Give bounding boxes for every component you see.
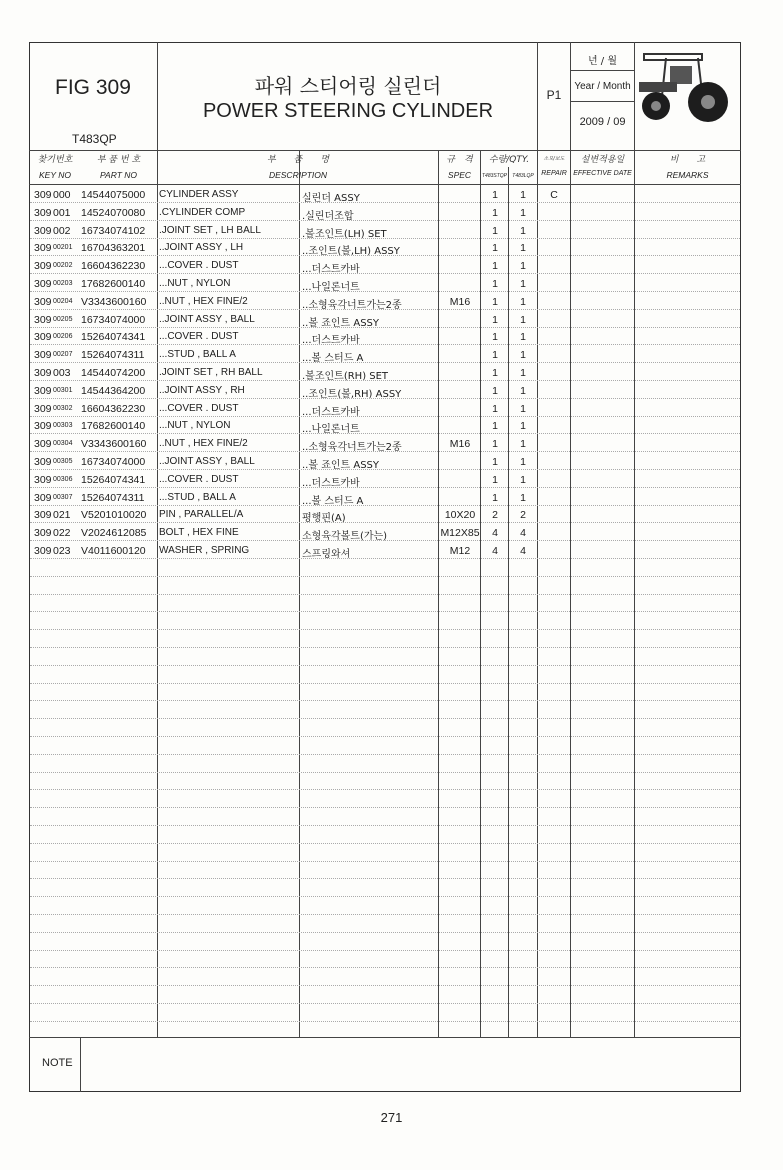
description-cell: ...COVER . DUST: [159, 473, 239, 485]
sub-no-cell: 00203: [53, 280, 73, 287]
qty-header: 수량/QTY.: [488, 155, 530, 165]
row-rule: [30, 558, 740, 559]
description-cell: ..JOINT ASSY , BALL: [159, 313, 255, 325]
remarks-header-korean: 비 고: [669, 155, 706, 165]
row-rule: [30, 683, 740, 684]
key-no-cell: 309: [34, 206, 52, 219]
qty-model1-cell: 1: [492, 384, 498, 397]
description-cell: ...NUT , NYLON: [159, 278, 231, 289]
qty-model2-cell: 1: [520, 456, 526, 468]
qty-model1-cell: 4: [492, 545, 498, 557]
repair-header: REPAIR: [541, 170, 567, 177]
description-korean-cell: .볼조인트(RH) SET: [302, 371, 389, 382]
description-korean-cell: .볼조인트(LH) SET: [302, 228, 387, 240]
description-korean-cell: 평행핀(A): [302, 513, 346, 525]
sub-no-cell: 00303: [53, 422, 73, 430]
description-cell: ..JOINT ASSY , RH: [159, 384, 245, 396]
part-no-cell: 17682600140: [81, 278, 146, 290]
qty-model1-cell: 1: [492, 402, 498, 415]
sub-no-cell: 00307: [53, 493, 73, 501]
qty-model2-cell: 1: [520, 473, 526, 486]
part-no-cell: 14544074200: [81, 367, 146, 379]
qty-model2-cell: 1: [520, 242, 526, 255]
part-no-header-korean: 부 품 번 호: [96, 155, 141, 165]
description-korean-cell: 소형육각볼트(가는): [302, 531, 388, 543]
key-no-cell: 309: [34, 224, 52, 237]
part-no-cell: 16604362230: [81, 402, 146, 415]
qty-model1-cell: 1: [492, 224, 498, 237]
qty-model2-cell: 1: [520, 384, 526, 397]
sub-no-cell: 023: [53, 545, 71, 557]
key-no-cell: 309: [34, 527, 52, 540]
row-rule: [30, 843, 740, 844]
qty-model2-cell: 1: [520, 189, 526, 201]
key-no-cell: 309: [34, 456, 52, 468]
divider: [29, 1037, 741, 1038]
spec-cell: M12: [449, 545, 471, 557]
key-no-cell: 309: [34, 260, 52, 273]
row-rule: [30, 861, 740, 862]
row-rule: [30, 665, 740, 666]
description-cell: ..NUT , HEX FINE/2: [159, 438, 248, 450]
description-korean-cell: ..소형육각너트가는2종: [302, 442, 402, 454]
description-korean-cell: .실린더조합: [302, 210, 354, 222]
effective-date-header: EFFECTIVE DATE: [573, 170, 632, 177]
key-no-cell: 309: [34, 473, 52, 486]
repair-cell: C: [550, 189, 558, 201]
sub-no-cell: 00206: [53, 333, 73, 341]
description-cell: ...NUT , NYLON: [159, 420, 231, 432]
description-cell: WASHER , SPRING: [159, 545, 250, 556]
qty-model2-cell: 1: [520, 278, 526, 290]
description-cell: ...COVER . DUST: [159, 402, 239, 414]
description-korean-cell: ..볼 죠인트 ASSY: [302, 460, 379, 471]
spec-cell: 10X20: [444, 509, 476, 522]
key-no-cell: 309: [34, 331, 52, 344]
part-no-cell: 14544075000: [81, 189, 146, 201]
repair-header-korean: 소모/보도: [543, 156, 565, 162]
row-rule: [30, 825, 740, 826]
part-no-cell: 15264074311: [81, 349, 145, 362]
spec-cell: M16: [449, 295, 471, 308]
qty-model2-cell: 1: [520, 491, 526, 504]
divider: [571, 70, 634, 71]
key-no-cell: 309: [34, 242, 52, 255]
spec-header: SPEC: [447, 170, 472, 180]
description-cell: .CYLINDER COMP: [159, 206, 246, 218]
qty-model1-cell: 1: [492, 331, 498, 344]
row-rule: [30, 327, 740, 328]
page-number: 271: [380, 1110, 403, 1125]
qty-model1-cell: 1: [492, 491, 498, 504]
qty-model2-cell: 1: [520, 313, 526, 326]
part-no-cell: V3343600160: [81, 438, 147, 451]
part-no-cell: V3343600160: [81, 295, 147, 308]
row-rule: [30, 1021, 740, 1022]
qty-model2-cell: 1: [520, 367, 526, 379]
qty-model1-cell: 1: [492, 260, 498, 273]
row-rule: [30, 469, 740, 470]
row-rule: [30, 380, 740, 381]
sub-no-cell: 003: [53, 367, 71, 379]
description-korean-cell: ..조인트(볼,LH) ASSY: [302, 246, 400, 258]
row-rule: [30, 629, 740, 630]
part-no-cell: 16734074000: [81, 313, 146, 326]
sub-no-cell: 00202: [53, 262, 73, 270]
description-cell: .JOINT SET , RH BALL: [159, 367, 263, 378]
spec-cell: M12X85: [440, 527, 480, 540]
qty-model1-cell: 1: [492, 367, 498, 379]
row-rule: [30, 1003, 740, 1004]
key-no-header: KEY NO: [39, 170, 71, 180]
key-no-cell: 309: [34, 402, 52, 415]
part-no-cell: V2024612085: [81, 527, 147, 540]
qty-model2-cell: 1: [520, 206, 526, 219]
row-rule: [30, 754, 740, 755]
row-rule: [30, 700, 740, 701]
description-korean-cell: ..소형육각너트가는2종: [302, 299, 402, 311]
qty-model1-cell: 2: [492, 509, 498, 522]
description-cell: BOLT , HEX FINE: [159, 527, 239, 539]
description-korean-cell: ...볼 스터드 A: [302, 353, 364, 365]
spec-cell: M16: [449, 438, 471, 451]
row-rule: [30, 433, 740, 434]
page-code: P1: [546, 88, 562, 102]
row-rule: [30, 273, 740, 274]
key-no-cell: 309: [34, 509, 52, 522]
row-rule: [30, 540, 740, 541]
effective-date-header-korean: 설변적용일: [580, 155, 625, 165]
row-rule: [30, 362, 740, 363]
description-korean-cell: ...더스트카바: [302, 264, 360, 276]
year-month-label: Year / Month: [574, 81, 631, 92]
description-cell: ...STUD , BALL A: [159, 349, 236, 361]
part-no-cell: V5201010020: [81, 509, 147, 522]
key-no-cell: 309: [34, 384, 52, 397]
description-cell: .JOINT SET , LH BALL: [159, 224, 261, 236]
description-cell: PIN , PARALLEL/A: [159, 509, 244, 521]
divider: [29, 184, 741, 185]
description-korean-cell: 스프링와셔: [302, 549, 351, 560]
divider: [571, 101, 634, 102]
tractor-icon: [636, 48, 736, 128]
qty-model1-cell: 1: [492, 206, 498, 219]
description-korean-cell: ..조인트(볼,RH) ASSY: [302, 388, 402, 400]
qty-model1-cell: 1: [492, 473, 498, 486]
sub-no-cell: 002: [53, 224, 71, 237]
row-rule: [30, 309, 740, 310]
row-rule: [30, 967, 740, 968]
row-rule: [30, 487, 740, 488]
part-no-cell: 16604362230: [81, 260, 146, 273]
key-no-cell: 309: [34, 545, 52, 557]
description-cell: ..JOINT ASSY , BALL: [159, 456, 255, 467]
key-no-cell: 309: [34, 349, 52, 362]
key-no-cell: 309: [34, 491, 52, 504]
qty-model2-cell: 1: [520, 295, 526, 308]
qty-model1-cell: 1: [492, 295, 498, 308]
part-no-cell: 16734074000: [81, 456, 146, 468]
qty-model1-cell: 4: [492, 527, 498, 540]
sub-no-cell: 00301: [53, 386, 73, 394]
description-korean-cell: 실린더 ASSY: [302, 193, 360, 204]
key-no-cell: 309: [34, 278, 52, 290]
sub-no-cell: 00305: [53, 458, 73, 465]
remarks-header: REMARKS: [666, 170, 709, 180]
description-header: DESCRIPTION: [268, 170, 328, 180]
row-rule: [30, 451, 740, 452]
qty-model2-cell: 1: [520, 224, 526, 237]
row-rule: [30, 398, 740, 399]
qty-model1-cell: 1: [492, 189, 498, 201]
qty-model2-cell: 1: [520, 402, 526, 415]
row-rule: [30, 772, 740, 773]
row-rule: [30, 255, 740, 256]
sub-no-cell: 00205: [53, 315, 73, 323]
sub-no-cell: 001: [53, 206, 71, 219]
description-korean-cell: ..볼 죠인트 ASSY: [302, 317, 379, 329]
row-rule: [30, 238, 740, 239]
row-rule: [30, 718, 740, 719]
qty-model2-cell: 1: [520, 349, 526, 362]
note-label: NOTE: [42, 1057, 73, 1069]
row-rule: [30, 878, 740, 879]
sub-no-cell: 000: [53, 189, 71, 201]
key-no-cell: 309: [34, 367, 52, 379]
key-no-cell: 309: [34, 313, 52, 326]
part-no-header: PART NO: [100, 170, 137, 180]
row-rule: [30, 647, 740, 648]
part-no-cell: 15264074341: [81, 473, 146, 486]
key-no-cell: 309: [34, 420, 52, 433]
qty-model1-cell: 1: [492, 420, 498, 433]
qty-model1-cell: 1: [492, 349, 498, 362]
row-rule: [30, 522, 740, 523]
part-no-cell: V4011600120: [81, 545, 146, 557]
qty-model2-cell: 4: [520, 527, 526, 540]
page-title: POWER STEERING CYLINDER: [202, 100, 494, 122]
qty-model2-cell: 4: [520, 545, 526, 557]
description-cell: ..JOINT ASSY , LH: [159, 242, 244, 254]
description-cell: ...COVER . DUST: [159, 331, 239, 343]
row-rule: [30, 950, 740, 951]
row-rule: [30, 789, 740, 790]
sub-no-cell: 021: [53, 509, 71, 522]
sub-no-cell: 00306: [53, 475, 73, 483]
row-rule: [30, 576, 740, 577]
part-no-cell: 15264074341: [81, 331, 146, 344]
row-rule: [30, 291, 740, 292]
sub-no-cell: 00304: [53, 440, 73, 448]
row-rule: [30, 202, 740, 203]
qty-model2-cell: 1: [520, 260, 526, 273]
spec-header-korean: 규 격: [446, 155, 473, 165]
description-cell: ..NUT , HEX FINE/2: [159, 295, 248, 307]
description-korean-cell: ...볼 스터드 A: [302, 495, 364, 507]
description-korean-cell: ...나일론너트: [302, 424, 360, 436]
row-rule: [30, 220, 740, 221]
key-no-header-korean: 찾기번호: [37, 155, 73, 165]
row-rule: [30, 914, 740, 915]
sub-no-cell: 022: [53, 527, 71, 540]
qty-model1-cell: 1: [492, 313, 498, 326]
row-rule: [30, 896, 740, 897]
row-rule: [30, 807, 740, 808]
qty-model1-cell: 1: [492, 278, 498, 290]
figure-number: FIG 309: [55, 76, 131, 99]
qty-model1-cell: 1: [492, 242, 498, 255]
description-cell: ...COVER . DUST: [159, 260, 239, 272]
qty-model2-header: T483LQP: [512, 173, 534, 179]
description-korean-cell: ...더스트카바: [302, 477, 360, 489]
qty-model2-cell: 1: [520, 438, 526, 451]
description-cell: ...STUD , BALL A: [159, 491, 236, 503]
description-cell: CYLINDER ASSY: [159, 189, 239, 200]
row-rule: [30, 932, 740, 933]
part-no-cell: 17682600140: [81, 420, 146, 433]
part-no-cell: 16734074102: [81, 224, 146, 237]
sub-no-cell: 00302: [53, 404, 73, 412]
qty-model2-cell: 1: [520, 420, 526, 433]
divider: [80, 1037, 81, 1092]
key-no-cell: 309: [34, 295, 52, 308]
part-no-cell: 16704363201: [81, 242, 146, 255]
part-no-cell: 15264074311: [81, 491, 145, 504]
qty-model2-cell: 2: [520, 509, 526, 522]
key-no-cell: 309: [34, 189, 52, 201]
row-rule: [30, 985, 740, 986]
part-no-cell: 14544364200: [81, 384, 146, 397]
divider: [29, 150, 741, 151]
description-header-korean: 부 품 명: [266, 155, 330, 165]
qty-model1-cell: 1: [492, 456, 498, 468]
row-rule: [30, 344, 740, 345]
sub-no-cell: 00201: [53, 244, 73, 252]
key-no-cell: 309: [34, 438, 52, 451]
description-korean-cell: ...나일론너트: [302, 282, 360, 293]
sub-no-cell: 00204: [53, 297, 73, 305]
qty-model1-header: T483STQP: [481, 173, 507, 179]
qty-model2-cell: 1: [520, 331, 526, 344]
description-korean-cell: ...더스트카바: [302, 335, 360, 347]
page-title-korean: 파워 스티어링 실린더: [254, 74, 442, 98]
row-rule: [30, 611, 740, 612]
sub-no-cell: 00207: [53, 351, 73, 359]
part-no-cell: 14524070080: [81, 206, 146, 219]
description-korean-cell: ...더스트카바: [302, 406, 360, 418]
model-code: T483QP: [72, 132, 117, 146]
year-month-value: 2009 / 09: [579, 116, 626, 128]
row-rule: [30, 736, 740, 737]
qty-model1-cell: 1: [492, 438, 498, 451]
year-month-label-korean: 년 / 월: [587, 56, 618, 67]
row-rule: [30, 594, 740, 595]
row-rule: [30, 505, 740, 506]
row-rule: [30, 416, 740, 417]
